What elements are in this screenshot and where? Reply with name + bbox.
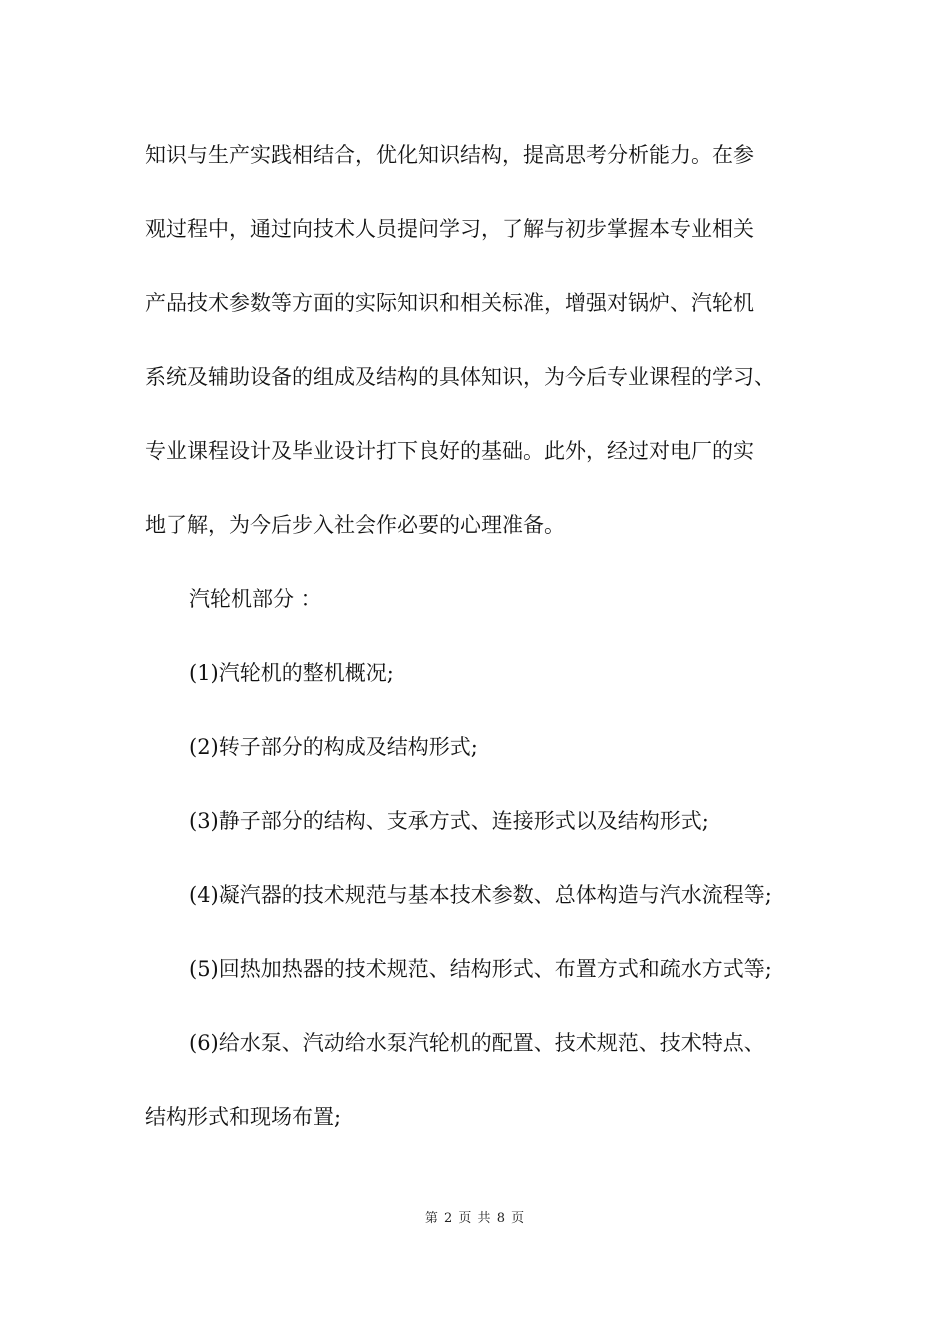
paragraph-line: 产品技术参数等方面的实际知识和相关标准，增强对锅炉、汽轮机 — [145, 291, 754, 315]
paragraph-line: 观过程中，通过向技术人员提问学习，了解与初步掌握本专业相关 — [145, 217, 754, 241]
paragraph-line: 系统及辅助设备的组成及结构的具体知识，为今后专业课程的学习、 — [145, 365, 775, 389]
page-number-footer: 第 2 页 共 8 页 — [424, 1211, 526, 1226]
list-item: (1)汽轮机的整机概况; — [189, 661, 394, 685]
document-body — [145, 135, 825, 1171]
section-heading: 汽轮机部分 ： — [189, 587, 322, 611]
list-item: (3)静子部分的结构、支承方式、连接形式以及结构形式; — [189, 809, 709, 833]
paragraph-line: 地了解，为今后步入社会作必要的心理准备。 — [145, 513, 565, 537]
paragraph-line: 专业课程设计及毕业设计打下良好的基础。此外，经过对电厂的实 — [145, 439, 754, 463]
list-item: (2)转子部分的构成及结构形式; — [189, 735, 478, 759]
list-item: (5)回热加热器的技术规范、结构形式、布置方式和疏水方式等; — [189, 957, 772, 981]
list-item-continuation: 结构形式和现场布置; — [145, 1105, 342, 1129]
paragraph-line: 知识与生产实践相结合，优化知识结构，提高思考分析能力。在参 — [145, 143, 754, 167]
list-item: (6)给水泵、汽动给水泵汽轮机的配置、技术规范、技术特点、 — [189, 1031, 765, 1055]
list-item: (4)凝汽器的技术规范与基本技术参数、总体构造与汽水流程等; — [189, 883, 772, 907]
